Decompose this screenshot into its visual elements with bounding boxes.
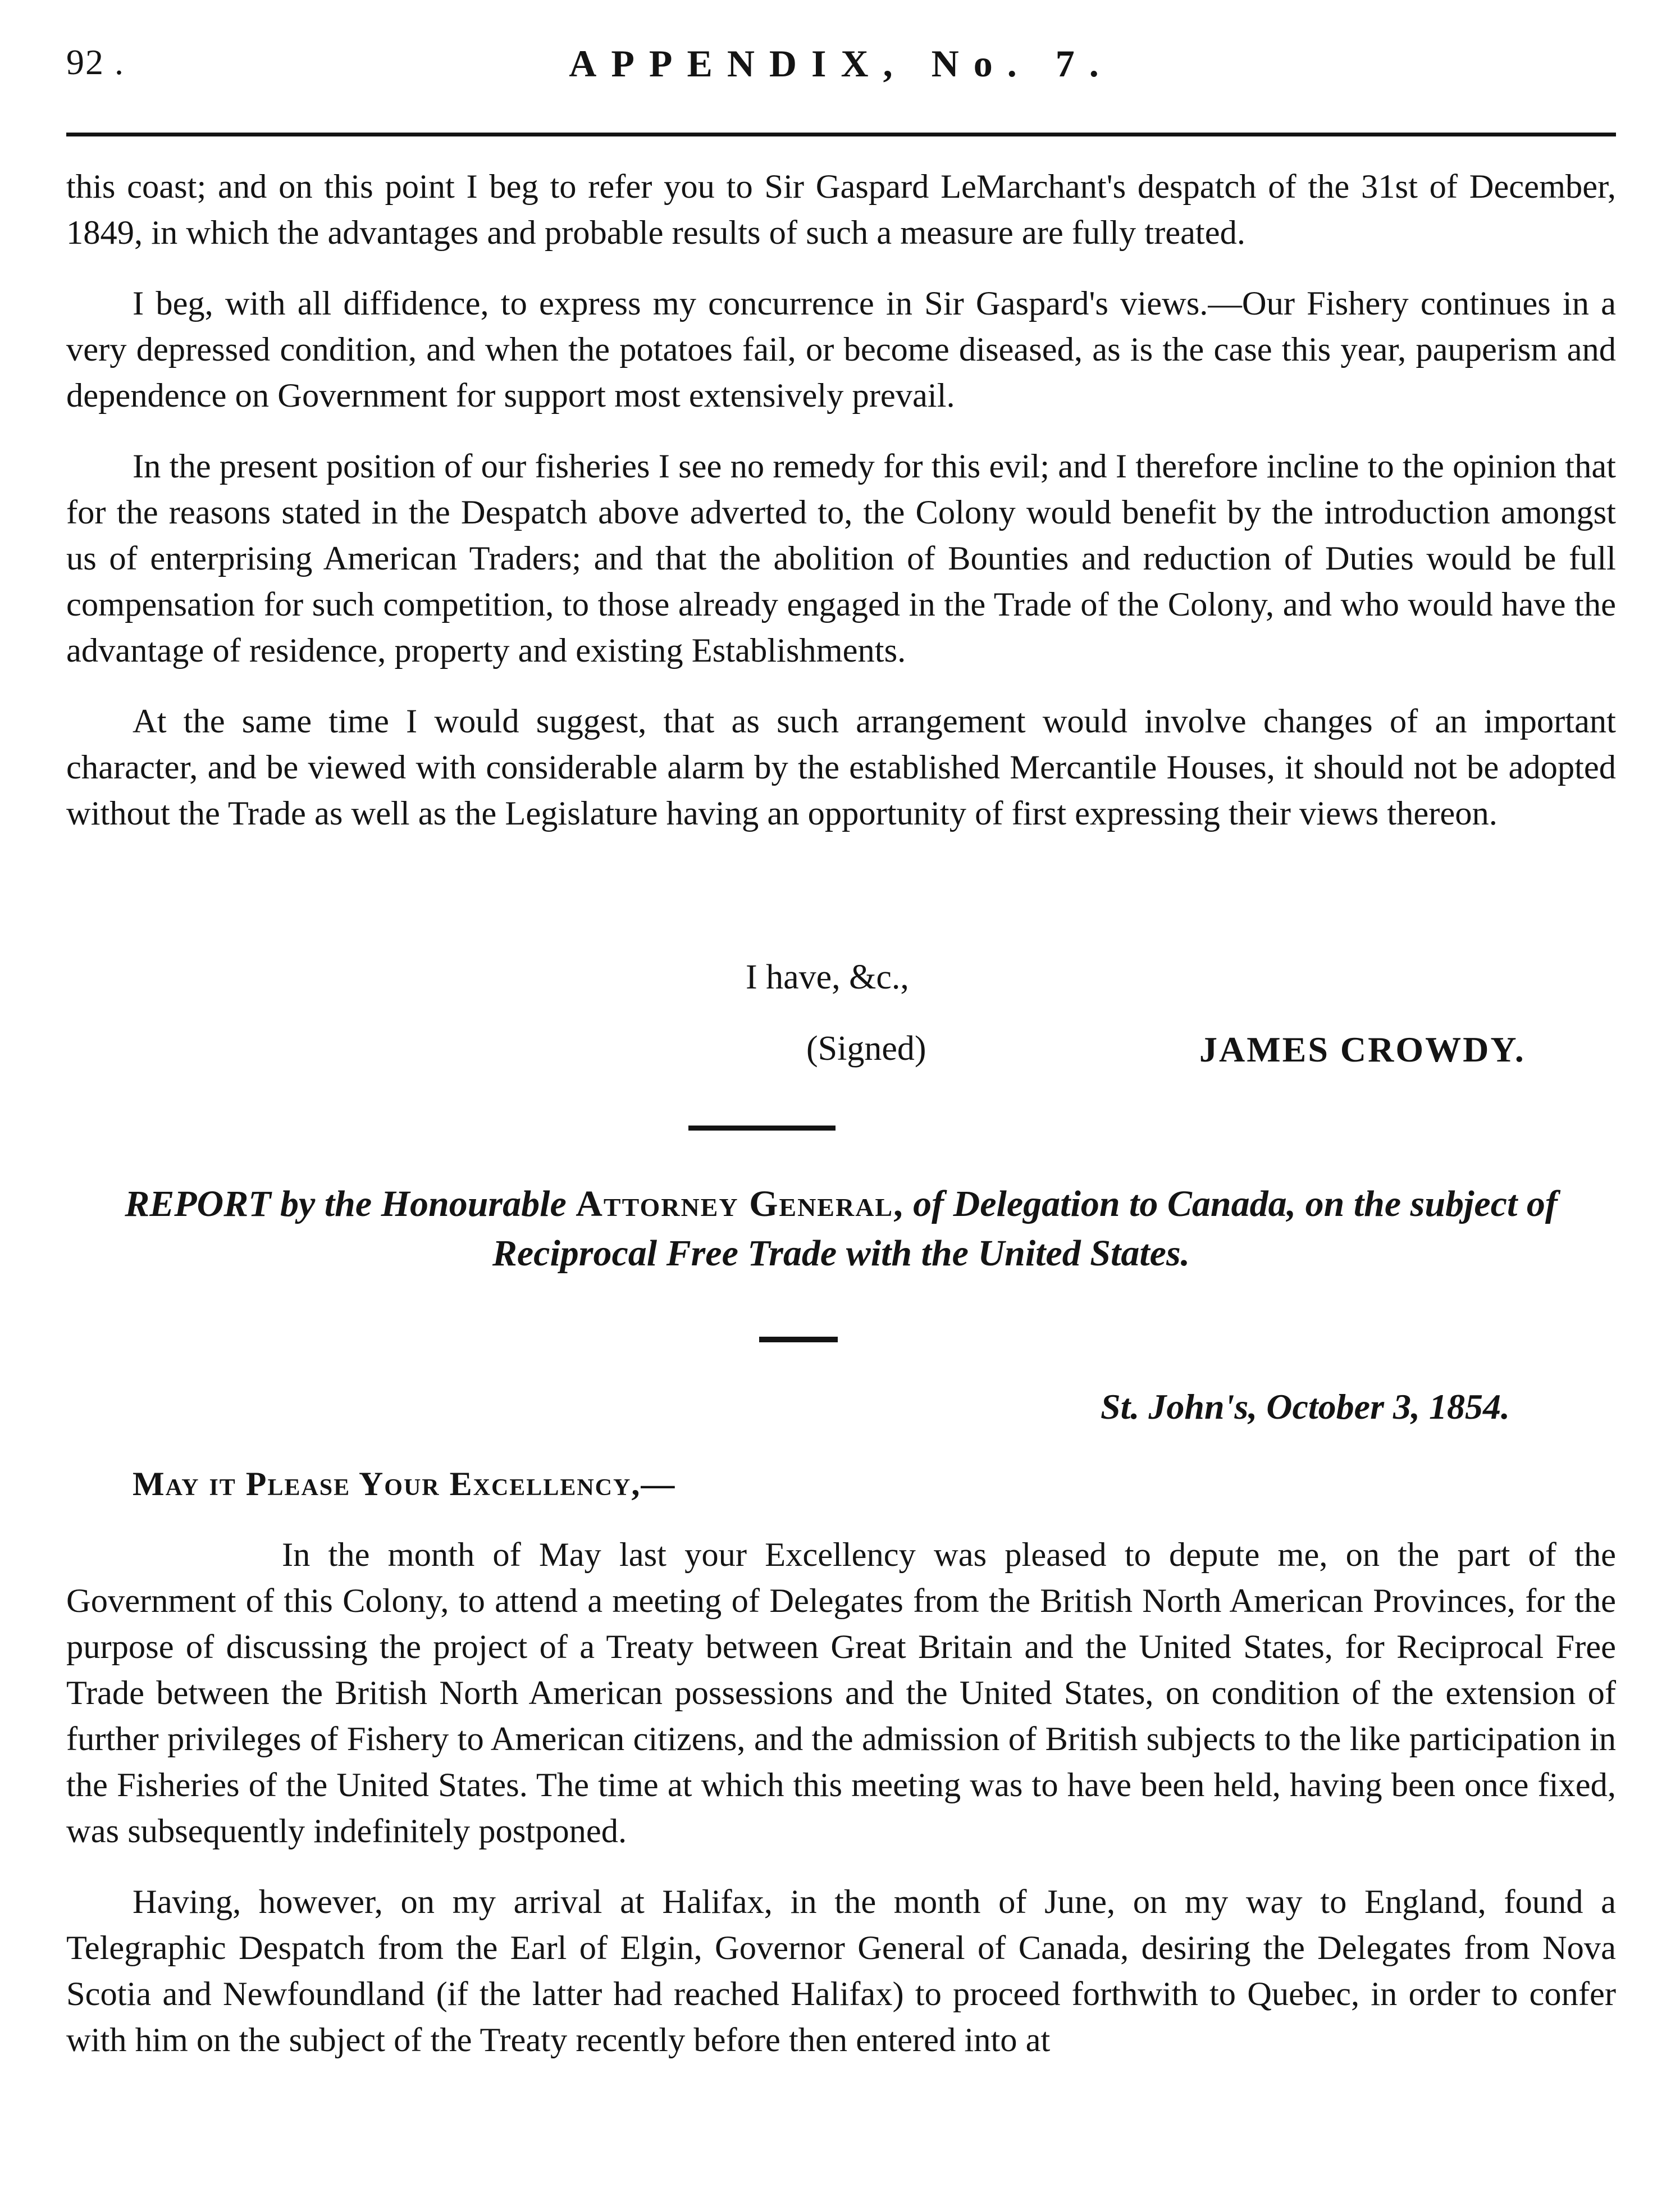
letter-body (66, 164, 1616, 862)
letter-paragraph: At the same time I would suggest, that as such arrangement would involve changes of an important character, and be viewed with considerable alarm by the established Mercantile Houses, it should not be adopted without the Trade as well as the Legislature having an opportunity of first expressing their views thereon. (66, 703, 1616, 832)
report-title-subject: of Delegation to Canada, on the subject of Reciprocal Free Trade with the United States. (492, 1183, 1558, 1274)
report-salutation: May it Please Your Excellency,— (133, 1465, 676, 1502)
report-paragraph: In the month of May last your Excellency was pleased to depute me, on the part of the Government of this Colony, to attend a meeting of Delegates from the British North American Provinces, for the purpose of discussing the project of a Treaty between Great Britain and the United States, for Reciprocal Free Trade between the British North American possessions and the United States, on condition of the extension of further privileges of Fishery to American citizens, and the admission of British subjects to the like participation in the Fisheries of the United States. The time at which this meeting was to have been held, having been once fixed, was subsequently indefinitely postponed. (66, 1536, 1616, 1850)
section-divider (688, 1126, 836, 1131)
title-divider (759, 1337, 838, 1342)
report-body (66, 1532, 1616, 2088)
page-number: 92 . (66, 42, 125, 82)
signatory-name: JAMES CROWDY. (1199, 1029, 1526, 1069)
running-title: APPENDIX, No. 7. (569, 42, 1113, 85)
signed-label: (Signed) (806, 1029, 926, 1068)
header-rule (66, 133, 1616, 136)
report-title-office: Attorney General, (576, 1183, 904, 1224)
letter-paragraph: this coast; and on this point I beg to refer you to Sir Gaspard LeMarchant's despatch of the 31st of December, 1849, in which the advantages and probable results of such a measure are fully treated. (66, 168, 1616, 252)
letter-paragraph: I beg, with all diffidence, to express my concurrence in Sir Gaspard's views.—Our Fishery continues in a very depressed condition, and when the potatoes fail, or become diseased, as is the case this year, pauperism and dependence on Government for support most extensively prevail. (66, 285, 1616, 414)
letter-closing: I have, &c., (746, 958, 909, 996)
page-header (66, 42, 1616, 103)
report-title (66, 1179, 1616, 1278)
report-paragraph: Having, however, on my arrival at Halifax, in the month of June, on my way to England, found a Telegraphic Despatch from the Earl of Elgin, Governor General of Canada, desiring the Delegates from Nova Scotia and Newfoundland (if the latter had reached Halifax) to proceed forthwith to Quebec, in order to confer with him on the subject of the Treaty recently before then entered into at (66, 1883, 1616, 2059)
report-dateline: St. John's, October 3, 1854. (1101, 1387, 1510, 1427)
letter-paragraph: In the present position of our fisheries I see no remedy for this evil; and I therefore incline to the opinion that for the reasons stated in the Despatch above adverted to, the Colony would benefit by the introduction amongst us of enterprising American Traders; and that the abolition of Bounties and reduction of Duties would be full compensation for such competition, to those already engaged in the Trade of the Colony, and who would have the advantage of residence, property and existing Establishments. (66, 448, 1616, 669)
report-title-lead: REPORT by the Honourable (125, 1183, 567, 1224)
